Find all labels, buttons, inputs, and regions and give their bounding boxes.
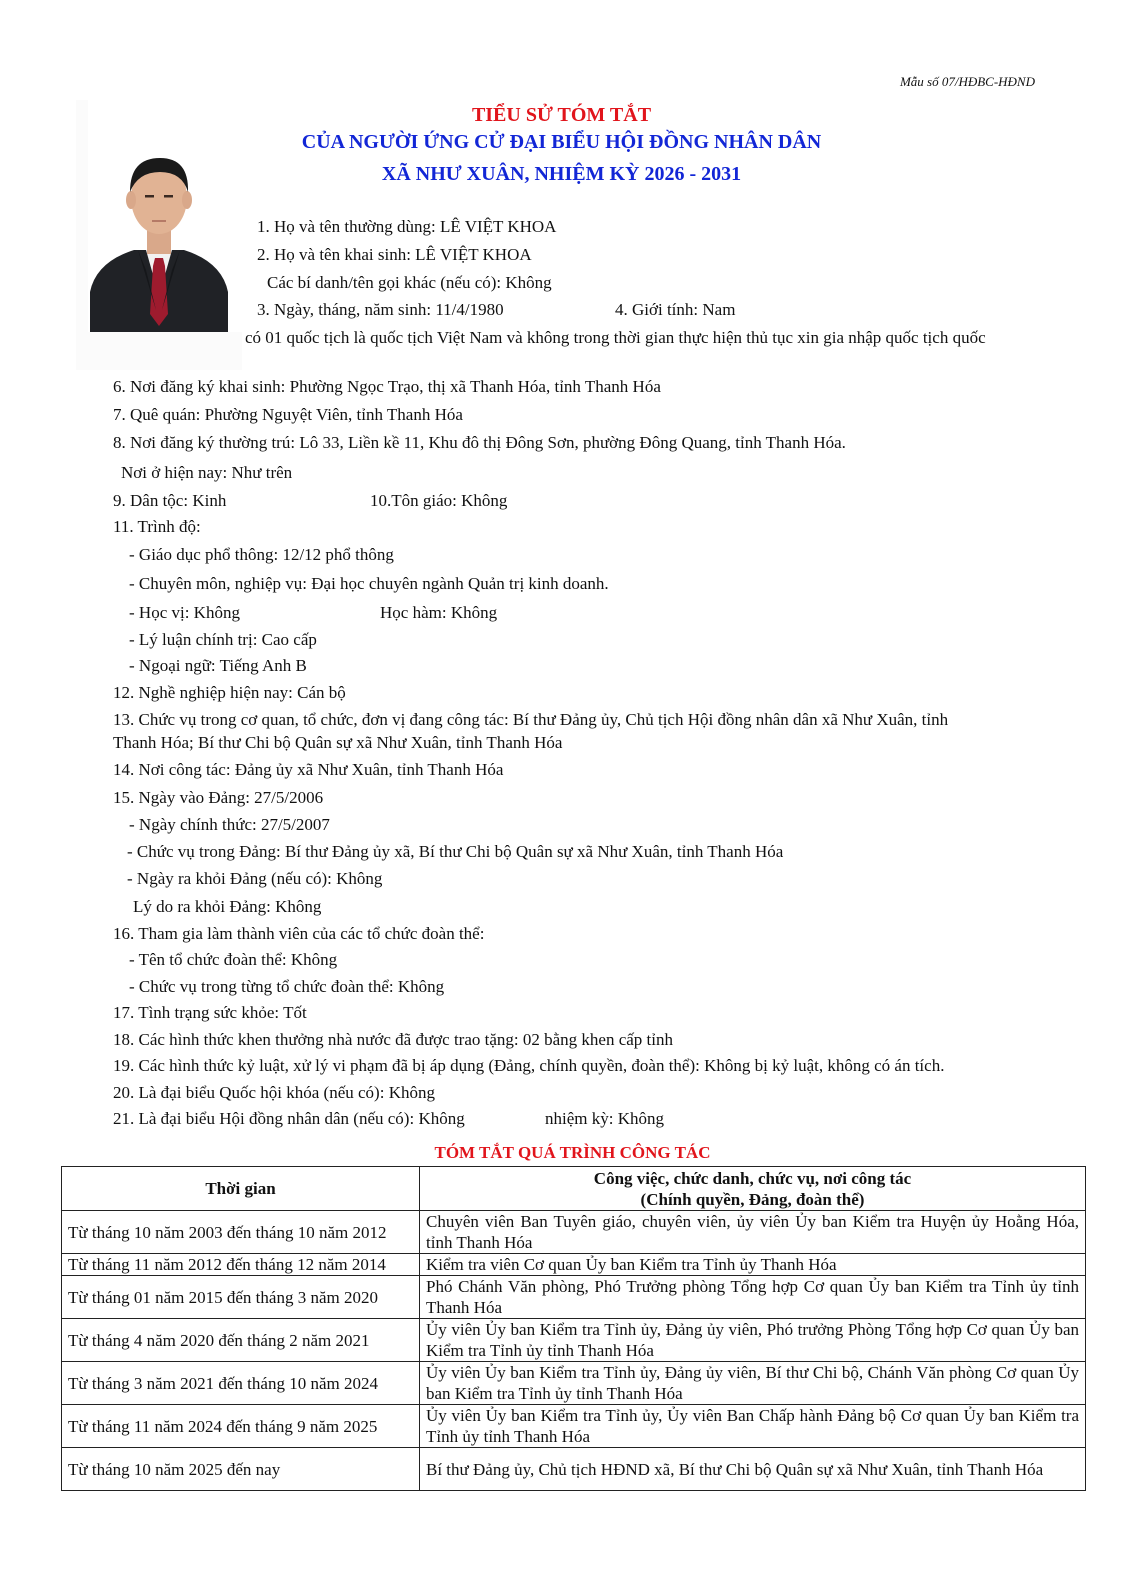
document-subtitle: CỦA NGƯỜI ỨNG CỬ ĐẠI BIỂU HỘI ĐỒNG NHÂN DÂN bbox=[301, 131, 822, 153]
table-cell-description: Kiểm tra viên Cơ quan Ủy ban Kiểm tra Tỉnh ủy Thanh Hóa bbox=[420, 1254, 1086, 1276]
field-gender: 4. Giới tính: Nam bbox=[615, 300, 736, 319]
table-cell-description: Phó Chánh Văn phòng, Phó Trưởng phòng Tổng hợp Cơ quan Ủy ban Kiểm tra Tỉnh ủy tỉnh Thanh Hóa bbox=[420, 1276, 1086, 1319]
field-permanent-residence: 8. Nơi đăng ký thường trú: Lô 33, Liền kề 11, Khu đô thị Đông Sơn, phường Đông Quang, tỉnh Thanh Hóa. bbox=[113, 433, 846, 452]
table-row bbox=[62, 1276, 1086, 1319]
work-history-table bbox=[61, 1166, 1086, 1491]
candidate-photo bbox=[76, 100, 242, 370]
table-cell-time: Từ tháng 4 năm 2020 đến tháng 2 năm 2021 bbox=[62, 1319, 420, 1362]
field-party-leave-date: - Ngày ra khỏi Đảng (nếu có): Không bbox=[127, 869, 383, 888]
field-occupation: 12. Nghề nghiệp hiện nay: Cán bộ bbox=[113, 683, 346, 702]
document-subtitle-term: XÃ NHƯ XUÂN, NHIỆM KỲ 2026 - 2031 bbox=[381, 163, 742, 185]
table-cell-description: Ủy viên Ủy ban Kiểm tra Tỉnh ủy, Đảng ủy viên, Phó trưởng Phòng Tổng hợp Cơ quan Ủy ban Kiểm tra Tỉnh ủy tỉnh Thanh Hóa bbox=[420, 1319, 1086, 1362]
field-degree: - Học vị: Không bbox=[129, 603, 240, 622]
field-organization-position: - Chức vụ trong từng tổ chức đoàn thể: Không bbox=[129, 977, 445, 996]
table-cell-time: Từ tháng 10 năm 2003 đến tháng 10 năm 2012 bbox=[62, 1211, 420, 1254]
field-national-assembly: 20. Là đại biểu Quốc hội khóa (nếu có): Không bbox=[113, 1083, 435, 1102]
column-header-description-line2: (Chính quyền, Đảng, đoàn thể) bbox=[640, 1189, 865, 1209]
field-foreign-language: - Ngoại ngữ: Tiếng Anh B bbox=[129, 656, 307, 675]
field-discipline: 19. Các hình thức kỷ luật, xử lý vi phạm đã bị áp dụng (Đảng, chính quyền, đoàn thể): Không bị kỷ luật, không có án tích. bbox=[113, 1056, 945, 1075]
table-cell-time: Từ tháng 01 năm 2015 đến tháng 3 năm 2020 bbox=[62, 1276, 420, 1319]
table-cell-description: Chuyên viên Ban Tuyên giáo, chuyên viên, ủy viên Ủy ban Kiểm tra Huyện ủy Hoằng Hóa, tỉnh Thanh Hóa bbox=[420, 1211, 1086, 1254]
field-organizations-header: 16. Tham gia làm thành viên của các tổ chức đoàn thể: bbox=[113, 924, 485, 943]
table-cell-time: Từ tháng 11 năm 2012 đến tháng 12 năm 2014 bbox=[62, 1254, 420, 1276]
table-header-row bbox=[62, 1167, 1086, 1211]
table-cell-time: Từ tháng 11 năm 2024 đến tháng 9 năm 2025 bbox=[62, 1405, 420, 1448]
table-cell-time: Từ tháng 10 năm 2025 đến nay bbox=[62, 1448, 420, 1491]
field-people-council: 21. Là đại biểu Hội đồng nhân dân (nếu có): Không bbox=[113, 1109, 465, 1128]
field-workplace: 14. Nơi công tác: Đảng ủy xã Như Xuân, tỉnh Thanh Hóa bbox=[113, 760, 504, 779]
field-party-join-date: 15. Ngày vào Đảng: 27/5/2006 bbox=[113, 788, 324, 807]
column-header-description-line1: Công việc, chức danh, chức vụ, nơi công tác bbox=[593, 1168, 912, 1188]
field-health: 17. Tình trạng sức khỏe: Tốt bbox=[113, 1003, 307, 1022]
field-specialization: - Chuyên môn, nghiệp vụ: Đại học chuyên ngành Quản trị kinh doanh. bbox=[129, 574, 609, 593]
table-row bbox=[62, 1405, 1086, 1448]
table-row bbox=[62, 1319, 1086, 1362]
field-party-official-date: - Ngày chính thức: 27/5/2007 bbox=[129, 815, 330, 834]
field-common-name: 1. Họ và tên thường dùng: LÊ VIỆT KHOA bbox=[257, 217, 557, 236]
work-history-title: TÓM TẮT QUÁ TRÌNH CÔNG TÁC bbox=[434, 1143, 711, 1162]
table-row bbox=[62, 1362, 1086, 1405]
field-birth-name: 2. Họ và tên khai sinh: LÊ VIỆT KHOA bbox=[257, 245, 532, 264]
field-birth-date: 3. Ngày, tháng, năm sinh: 11/4/1980 bbox=[257, 300, 504, 319]
table-cell-time: Từ tháng 3 năm 2021 đến tháng 10 năm 2024 bbox=[62, 1362, 420, 1405]
field-education-header: 11. Trình độ: bbox=[113, 517, 201, 536]
field-current-residence: Nơi ở hiện nay: Như trên bbox=[121, 463, 293, 482]
table-cell-description: Ủy viên Ủy ban Kiểm tra Tỉnh ủy, Đảng ủy viên, Bí thư Chi bộ, Chánh Văn phòng Cơ quan Ủy ban Kiểm tra Tỉnh ủy tỉnh Thanh Hóa bbox=[420, 1362, 1086, 1405]
field-people-council-term: nhiệm kỳ: Không bbox=[545, 1109, 664, 1128]
table-row bbox=[62, 1254, 1086, 1276]
table-row bbox=[62, 1211, 1086, 1254]
field-hometown: 7. Quê quán: Phường Nguyệt Viên, tỉnh Thanh Hóa bbox=[113, 405, 463, 424]
field-birth-registration: 6. Nơi đăng ký khai sinh: Phường Ngọc Trạo, thị xã Thanh Hóa, tỉnh Thanh Hóa bbox=[113, 377, 661, 396]
field-nationality: có 01 quốc tịch là quốc tịch Việt Nam và không trong thời gian thực hiện thủ tục xin gia nhập quốc tịch quốc bbox=[245, 328, 986, 347]
column-header-description bbox=[420, 1167, 1086, 1211]
field-party-leave-reason: Lý do ra khỏi Đảng: Không bbox=[133, 897, 322, 916]
field-academic-title: Học hàm: Không bbox=[380, 603, 498, 622]
table-cell-description: Ủy viên Ủy ban Kiểm tra Tỉnh ủy, Ủy viên Ban Chấp hành Đảng bộ Cơ quan Ủy ban Kiểm tra Tỉnh ủy tỉnh Thanh Hóa bbox=[420, 1405, 1086, 1448]
field-awards: 18. Các hình thức khen thưởng nhà nước đã được trao tặng: 02 bằng khen cấp tỉnh bbox=[113, 1030, 673, 1049]
field-political-theory: - Lý luận chính trị: Cao cấp bbox=[129, 630, 317, 649]
column-header-time: Thời gian bbox=[62, 1167, 420, 1211]
field-position-line2: Thanh Hóa; Bí thư Chi bộ Quân sự xã Như Xuân, tỉnh Thanh Hóa bbox=[113, 733, 563, 752]
field-general-education: - Giáo dục phổ thông: 12/12 phổ thông bbox=[129, 545, 394, 564]
field-ethnicity: 9. Dân tộc: Kinh bbox=[113, 491, 227, 510]
field-party-position: - Chức vụ trong Đảng: Bí thư Đảng ủy xã, Bí thư Chi bộ Quân sự xã Như Xuân, tỉnh Thanh Hóa bbox=[127, 842, 784, 861]
table-row bbox=[62, 1448, 1086, 1491]
table-cell-description: Bí thư Đảng ủy, Chủ tịch HĐND xã, Bí thư Chi bộ Quân sự xã Như Xuân, tỉnh Thanh Hóa bbox=[420, 1448, 1086, 1491]
field-organization-name: - Tên tổ chức đoàn thể: Không bbox=[129, 950, 338, 969]
field-alias: Các bí danh/tên gọi khác (nếu có): Không bbox=[267, 273, 552, 292]
field-religion: 10.Tôn giáo: Không bbox=[370, 491, 508, 510]
field-position-line1: 13. Chức vụ trong cơ quan, tổ chức, đơn vị đang công tác: Bí thư Đảng ủy, Chủ tịch Hội đồng nhân dân xã Như Xuân, tỉnh bbox=[113, 710, 949, 729]
form-number: Mẫu số 07/HĐBC-HĐND bbox=[899, 74, 1035, 89]
document-title: TIỂU SỬ TÓM TẮT bbox=[471, 104, 652, 126]
